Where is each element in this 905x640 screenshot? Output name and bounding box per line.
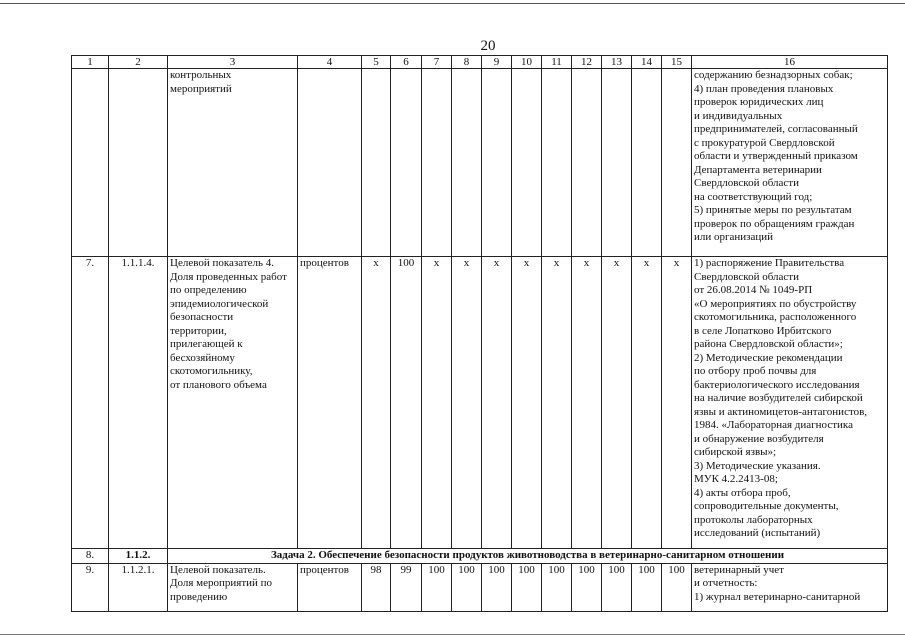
value-cell: x — [362, 257, 391, 549]
top-rule — [0, 3, 905, 4]
source-line: с прокуратурой Свердловской — [694, 136, 835, 149]
sources-cell — [692, 257, 888, 549]
value-cell: x — [422, 257, 452, 549]
source-line: 4) акты отбора проб, — [694, 486, 791, 499]
table-row-9 — [72, 563, 888, 611]
value-cell: 100 — [422, 563, 452, 611]
bottom-rule — [0, 634, 905, 635]
source-line: Свердловской области — [694, 177, 799, 189]
source-line: 1) журнал ветеринарно-санитарной — [694, 590, 861, 603]
indicator-line: Целевой показатель 4. — [170, 257, 275, 269]
indicator-line: Доля мероприятий по — [170, 577, 273, 589]
indicator-line: контрольных — [170, 69, 232, 81]
column-number: 14 — [632, 56, 662, 69]
value-cell: 100 — [512, 563, 542, 611]
table-row-7 — [72, 257, 888, 549]
value-cell: 100 — [482, 563, 512, 611]
column-number: 16 — [692, 56, 888, 69]
source-line: в селе Лопатково Ирбитского — [694, 324, 832, 337]
table-row-8 — [72, 549, 888, 564]
value-cell: 100 — [572, 563, 602, 611]
value-cell: 100 — [542, 563, 572, 611]
source-line: 5) принятые меры по результатам — [694, 204, 852, 216]
column-number: 4 — [298, 56, 362, 69]
source-line: язвы и актиномицетов-антагонистов, — [694, 405, 868, 418]
row-code: 1.1.1.4. — [109, 257, 168, 549]
source-line: предпринимателей, согласованный — [694, 123, 858, 135]
value-cell: 98 — [362, 563, 391, 611]
value-cell: x — [512, 257, 542, 549]
indicator-line: скотомогильнику, — [170, 365, 253, 377]
indicator-cell — [168, 563, 298, 611]
row-code: 1.1.2. — [109, 549, 168, 564]
sources-cell — [692, 563, 888, 611]
source-line: и индивидуальных — [694, 109, 783, 122]
indicator-cell — [168, 69, 298, 257]
source-line: Департамента ветеринарии — [694, 163, 822, 176]
sources-cell — [692, 69, 888, 257]
value-cell: 100 — [452, 563, 482, 611]
source-line: или организаций — [694, 231, 774, 243]
source-line: области и утвержденный приказом — [694, 150, 858, 162]
source-line: содержанию безнадзорных собак; — [694, 69, 853, 81]
value-cell: 100 — [662, 563, 692, 611]
task-heading: Задача 2. Обеспечение безопасности продуктов животноводства в ветеринарно-санитарном отношении — [168, 549, 888, 564]
source-line: «О мероприятиях по обустройству — [694, 297, 857, 310]
source-line: 1984. «Лабораторная диагностика — [694, 419, 853, 431]
source-line: Свердловской области — [694, 270, 799, 283]
indicator-line: Целевой показатель. — [170, 563, 266, 576]
source-line: на наличие возбудителей сибирской — [694, 392, 863, 404]
column-number: 13 — [602, 56, 632, 69]
value-cell: 99 — [391, 563, 422, 611]
value-cell: x — [602, 257, 632, 549]
column-number: 5 — [362, 56, 391, 69]
source-line: на соответствующий год; — [694, 190, 813, 203]
column-number: 12 — [572, 56, 602, 69]
column-number: 8 — [452, 56, 482, 69]
page-number: 20 — [480, 38, 496, 54]
indicator-line: мероприятий — [170, 82, 232, 95]
indicator-line: проведению — [170, 590, 228, 603]
value-cell: x — [452, 257, 482, 549]
source-line: ветеринарный учет — [694, 563, 784, 576]
source-line: 1) распоряжение Правительства — [694, 257, 845, 269]
column-number: 3 — [168, 56, 298, 69]
indicator-line: Доля проведенных работ — [170, 270, 287, 283]
indicator-cell — [168, 257, 298, 549]
indicator-line: безопасности — [170, 311, 234, 323]
source-line: района Свердловской области»; — [694, 338, 843, 350]
row-code: 1.1.2.1. — [109, 563, 168, 611]
source-line: скотомогильника, расположенного — [694, 311, 857, 323]
row-number: 9. — [72, 563, 109, 611]
column-number: 15 — [662, 56, 692, 69]
value-cell: x — [542, 257, 572, 549]
source-line: исследований (испытаний) — [694, 527, 821, 539]
column-number: 6 — [391, 56, 422, 69]
column-number: 11 — [542, 56, 572, 69]
unit-cell: процентов — [298, 257, 362, 549]
source-line: сибирской язвы»; — [694, 446, 777, 458]
source-line: 2) Методические рекомендации — [694, 351, 843, 364]
value-cell: x — [482, 257, 512, 549]
indicator-line: от планового объема — [170, 378, 267, 391]
source-line: 3) Методические указания. — [694, 459, 821, 472]
source-line: проверок юридических лиц — [694, 96, 824, 108]
source-line: проверок по обращениям граждан — [694, 217, 855, 230]
value-cell: 100 — [391, 257, 422, 549]
column-number-row — [72, 56, 888, 69]
row-number: 7. — [72, 257, 109, 549]
source-line: от 26.08.2014 № 1049-РП — [694, 284, 813, 296]
indicator-line: прилегающей к — [170, 338, 243, 350]
column-number: 2 — [109, 56, 168, 69]
source-line: МУК 4.2.2413-08; — [694, 473, 778, 485]
indicator-line: эпидемиологической — [170, 297, 269, 310]
column-number: 1 — [72, 56, 109, 69]
column-number: 10 — [512, 56, 542, 69]
program-table — [71, 55, 888, 612]
value-cell: x — [572, 257, 602, 549]
unit-cell: процентов — [298, 563, 362, 611]
table-row-continued — [72, 69, 888, 257]
column-number: 9 — [482, 56, 512, 69]
source-line: 4) план проведения плановых — [694, 82, 834, 95]
value-cell: x — [632, 257, 662, 549]
value-cell: 100 — [602, 563, 632, 611]
source-line: и обнаружение возбудителя — [694, 432, 824, 445]
value-cell: 100 — [632, 563, 662, 611]
row-number: 8. — [72, 549, 109, 564]
indicator-line: по определению — [170, 284, 247, 296]
source-line: сопроводительные документы, — [694, 500, 839, 512]
source-line: бактериологического исследования — [694, 378, 860, 391]
indicator-line: территории, — [170, 324, 227, 337]
source-line: протоколы лабораторных — [694, 513, 813, 526]
source-line: и отчетность: — [694, 577, 758, 589]
value-cell: x — [662, 257, 692, 549]
indicator-line: бесхозяйному — [170, 351, 235, 364]
source-line: по отбору проб почвы для — [694, 365, 817, 377]
column-number: 7 — [422, 56, 452, 69]
